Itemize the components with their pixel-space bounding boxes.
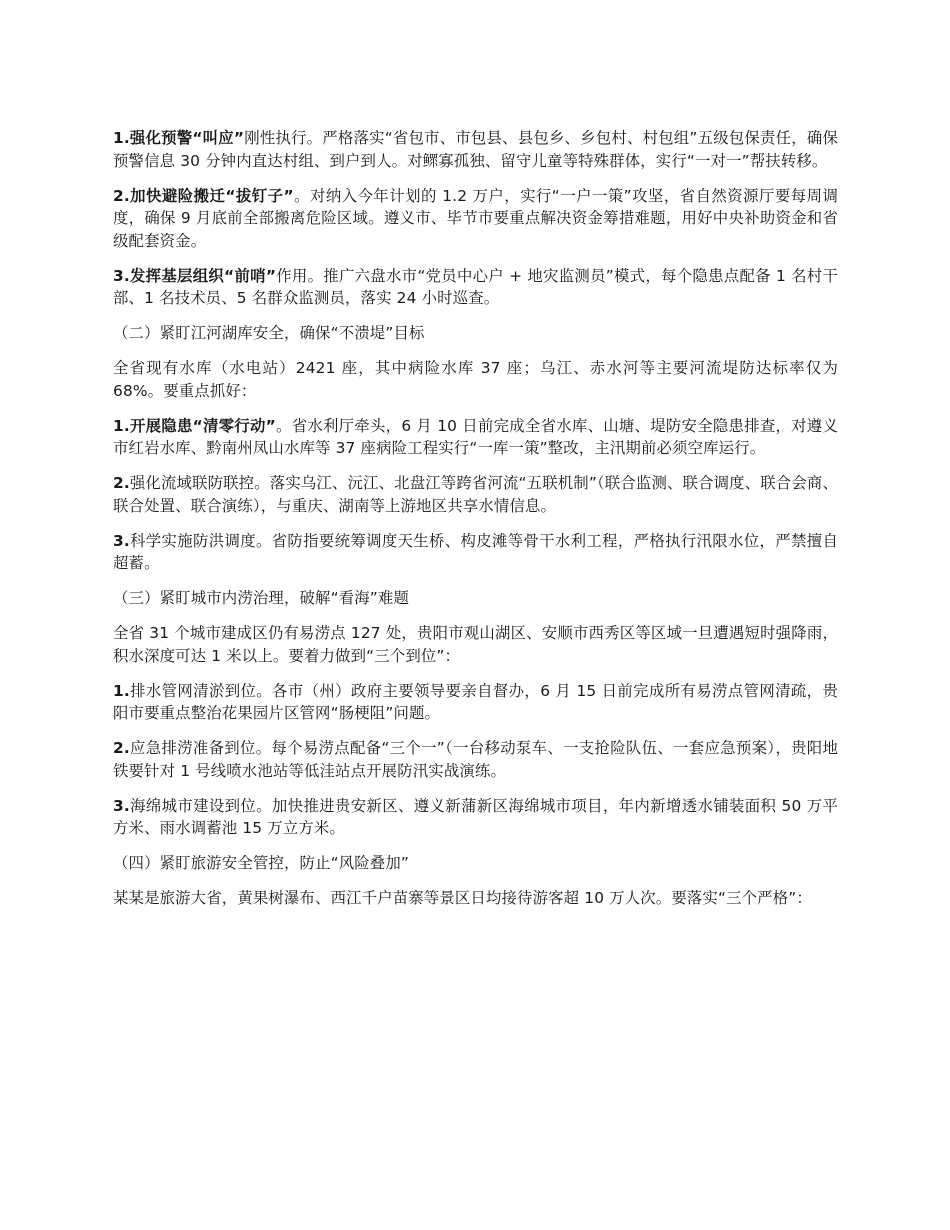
section-heading-2: （二）紧盯江河湖库安全，确保“不溃堤”目标	[113, 324, 425, 342]
paragraph-item-2-1	[113, 415, 838, 460]
paragraph-item-2	[113, 185, 838, 253]
item-text: 作用。推广六盘水市“党员中心户 + 地灾监测员”模式，每个隐患点配备 1 名村干部、1 名技术员、5 名群众监测员，落实 24 小时巡查。	[113, 266, 838, 307]
item-number: 2.	[113, 186, 130, 205]
section-heading-3: （三）紧盯城市内涝治理，破解“看海”难题	[113, 589, 409, 607]
item-lead: 加快避险搬迁“拔钉子”	[129, 186, 294, 205]
paragraph-intro-2: 全省现有水库（水电站）2421 座，其中病险水库 37 座；乌江、赤水河等主要河流堤防达标率仅为 68%。要重点抓好：	[113, 359, 838, 400]
paragraph-item-3-2	[113, 737, 838, 782]
item-text: 刚性执行。严格落实“省包市、市包县、县包乡、乡包村、村包组”五级包保责任，确保预警信息 30 分钟内直达村组、到户到人。对鳏寡孤独、留守儿童等特殊群体，实行“一对一”帮扶转移。	[113, 129, 838, 170]
paragraph-intro-4: 某某是旅游大省，黄果树瀑布、西江千户苗寨等景区日均接待游客超 10 万人次。要落实“三个严格”：	[113, 889, 812, 907]
paragraph-item-3	[113, 265, 838, 310]
item-number: 3.	[113, 796, 130, 815]
item-lead: 强化预警“叫应”	[129, 129, 245, 147]
item-number: 2.	[113, 474, 130, 492]
paragraph-item-2-2	[113, 472, 838, 517]
item-lead: 发挥基层组织“前哨”	[129, 266, 277, 285]
section-heading-4: （四）紧盯旅游安全管控，防止“风险叠加”	[113, 854, 409, 872]
item-text: 排水管网清淤到位。各市（州）政府主要领导要亲自督办，6 月 15 日前完成所有易涝点管网清疏，贵阳市要重点整治花果园片区管网“肠梗阻”问题。	[113, 681, 838, 722]
item-text: 科学实施防洪调度。省防指要统筹调度天生桥、构皮滩等骨干水利工程，严格执行汛限水位，严禁擅自超蓄。	[113, 531, 838, 572]
document-page	[113, 127, 838, 922]
item-lead: 开展隐患“清零行动”	[129, 416, 276, 435]
item-number: 2.	[113, 739, 130, 757]
item-number: 3.	[113, 266, 130, 285]
paragraph-intro-3: 全省 31 个城市建成区仍有易涝点 127 处，贵阳市观山湖区、安顺市西秀区等区域一旦遭遇短时强降雨，积水深度可达 1 米以上。要着力做到“三个到位”：	[113, 624, 838, 665]
item-text: 。省水利厅牵头，6 月 10 日前完成全省水库、山塘、堤防安全隐患排查，对遵义市红岩水库、黔南州凤山水库等 37 座病险工程实行“一库一策”整改，主汛期前必须空库运行。	[113, 416, 839, 457]
paragraph-item-3-3	[113, 795, 838, 840]
item-text: 。对纳入今年计划的 1.2 万户，实行“一户一策”攻坚，省自然资源厅要每周调度，确保 9 月底前全部搬离危险区域。遵义市、毕节市要重点解决资金筹措难题，用好中央补助资金和省级配套资金。	[113, 186, 838, 250]
item-text: 强化流域联防联控。落实乌江、沅江、北盘江等跨省河流“五联机制”（联合监测、联合调度、联合会商、联合处置、联合演练），与重庆、湖南等上游地区共享水情信息。	[113, 474, 838, 515]
item-number: 1.	[113, 129, 130, 147]
item-number: 1.	[113, 416, 130, 435]
item-number: 1.	[113, 681, 130, 700]
item-text: 应急排涝准备到位。每个易涝点配备“三个一”（一台移动泵车、一支抢险队伍、一套应急预案），贵阳地铁要针对 1 号线喷水池站等低洼站点开展防汛实战演练。	[113, 739, 838, 780]
item-text: 海绵城市建设到位。加快推进贵安新区、遵义新蒲新区海绵城市项目，年内新增透水铺装面积 50 万平方米、雨水调蓄池 15 万立方米。	[113, 796, 838, 837]
paragraph-item-2-3	[113, 530, 838, 575]
paragraph-item-1	[113, 127, 838, 172]
item-number: 3.	[113, 531, 130, 550]
paragraph-item-3-1	[113, 680, 838, 725]
